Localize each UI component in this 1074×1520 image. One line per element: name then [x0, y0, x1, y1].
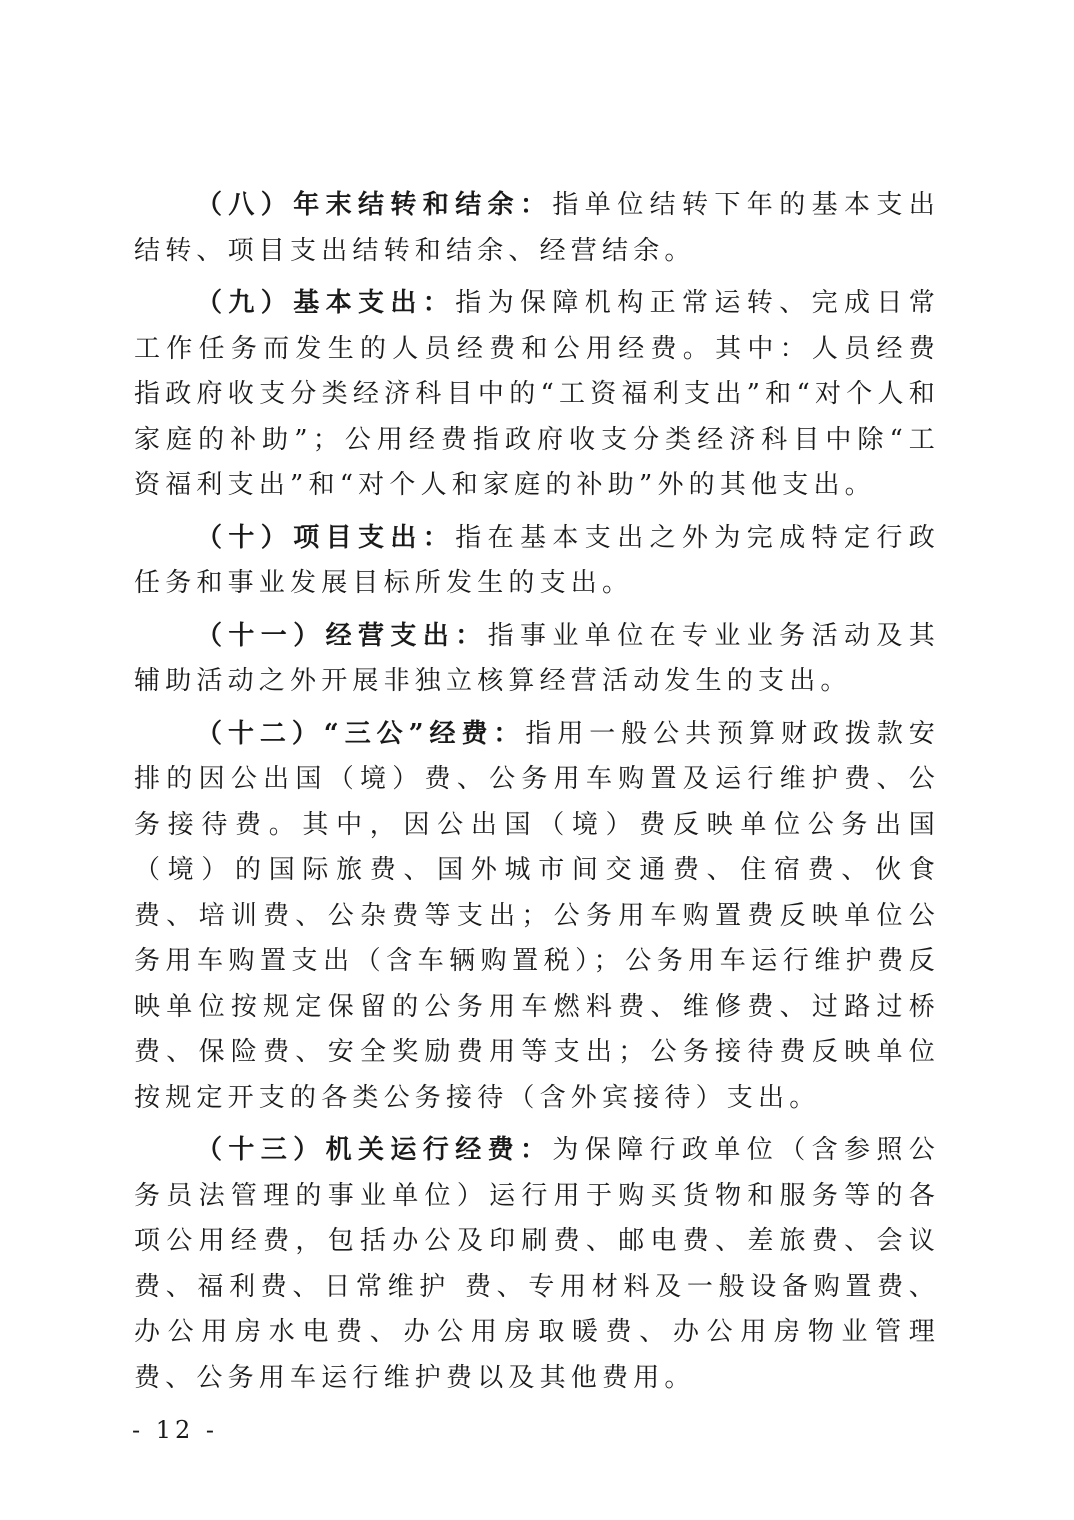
page-number: - 12 - — [132, 1416, 219, 1444]
paragraph-term: （八）年末结转和结余： — [196, 190, 553, 220]
paragraph-term: （九）基本支出： — [196, 288, 456, 318]
paragraph-operating-expenditure — [134, 614, 940, 705]
paragraph-three-public-expenses — [134, 712, 940, 1122]
paragraph-text: 指事业单位在专业业务活动及其辅助活动之外开展非独立核算经营活动发生的支出。 — [134, 620, 940, 696]
paragraph-term: （十三）机关运行经费： — [196, 1135, 553, 1165]
paragraph-project-expenditure — [134, 516, 940, 607]
paragraph-text: 为保障行政单位（含参照公务员法管理的事业单位）运行用于购买货物和服务等的各项公用经费，包括办公及印刷费、邮电费、差旅费、会议费、福利费、日常维护 费、专用材料及一般设备购置费、办公用房水电费、办公用房取暖费、办公用房物业管理费、公务用车运行维护费以及其他费用。 — [134, 1135, 941, 1393]
paragraph-term: （十）项目支出： — [196, 522, 456, 553]
paragraph-agency-operating-funds — [134, 1128, 940, 1401]
paragraph-text: 指在基本支出之外为完成特定行政任务和事业发展目标所发生的支出。 — [134, 522, 940, 598]
paragraph-basic-expenditure — [134, 281, 940, 509]
paragraph-text: 指为保障机构正常运转、完成日常工作任务而发生的人员经费和公用经费。其中：人员经费指政府收支分类经济科目中的“工资福利支出”和“对个人和家庭的补助”；公用经费指政府收支分类经济科目中除“工资福利支出”和“对个人和家庭的补助”外的其他支出。 — [134, 288, 940, 500]
page-body — [134, 183, 940, 1408]
paragraph-year-end-balance — [134, 183, 940, 274]
paragraph-term: （十二）“三公”经费： — [196, 718, 526, 749]
paragraph-text: 指单位结转下年的基本支出结转、项目支出结转和结余、经营结余。 — [134, 190, 941, 266]
paragraph-text: 指用一般公共预算财政拨款安排的因公出国（境）费、公务用车购置及运行维护费、公务接待费。其中，因公出国（境）费反映单位公务出国（境）的国际旅费、国外城市间交通费、住宿费、伙食费、培训费、公杂费等支出；公务用车购置费反映单位公务用车购置支出（含车辆购置税）；公务用车运行维护费反映单位按规定保留的公务用车燃料费、维修费、过路过桥费、保险费、安全奖励费用等支出；公务接待费反映单位按规定开支的各类公务接待（含外宾接待）支出。 — [134, 718, 940, 1113]
paragraph-term: （十一）经营支出： — [196, 620, 488, 651]
